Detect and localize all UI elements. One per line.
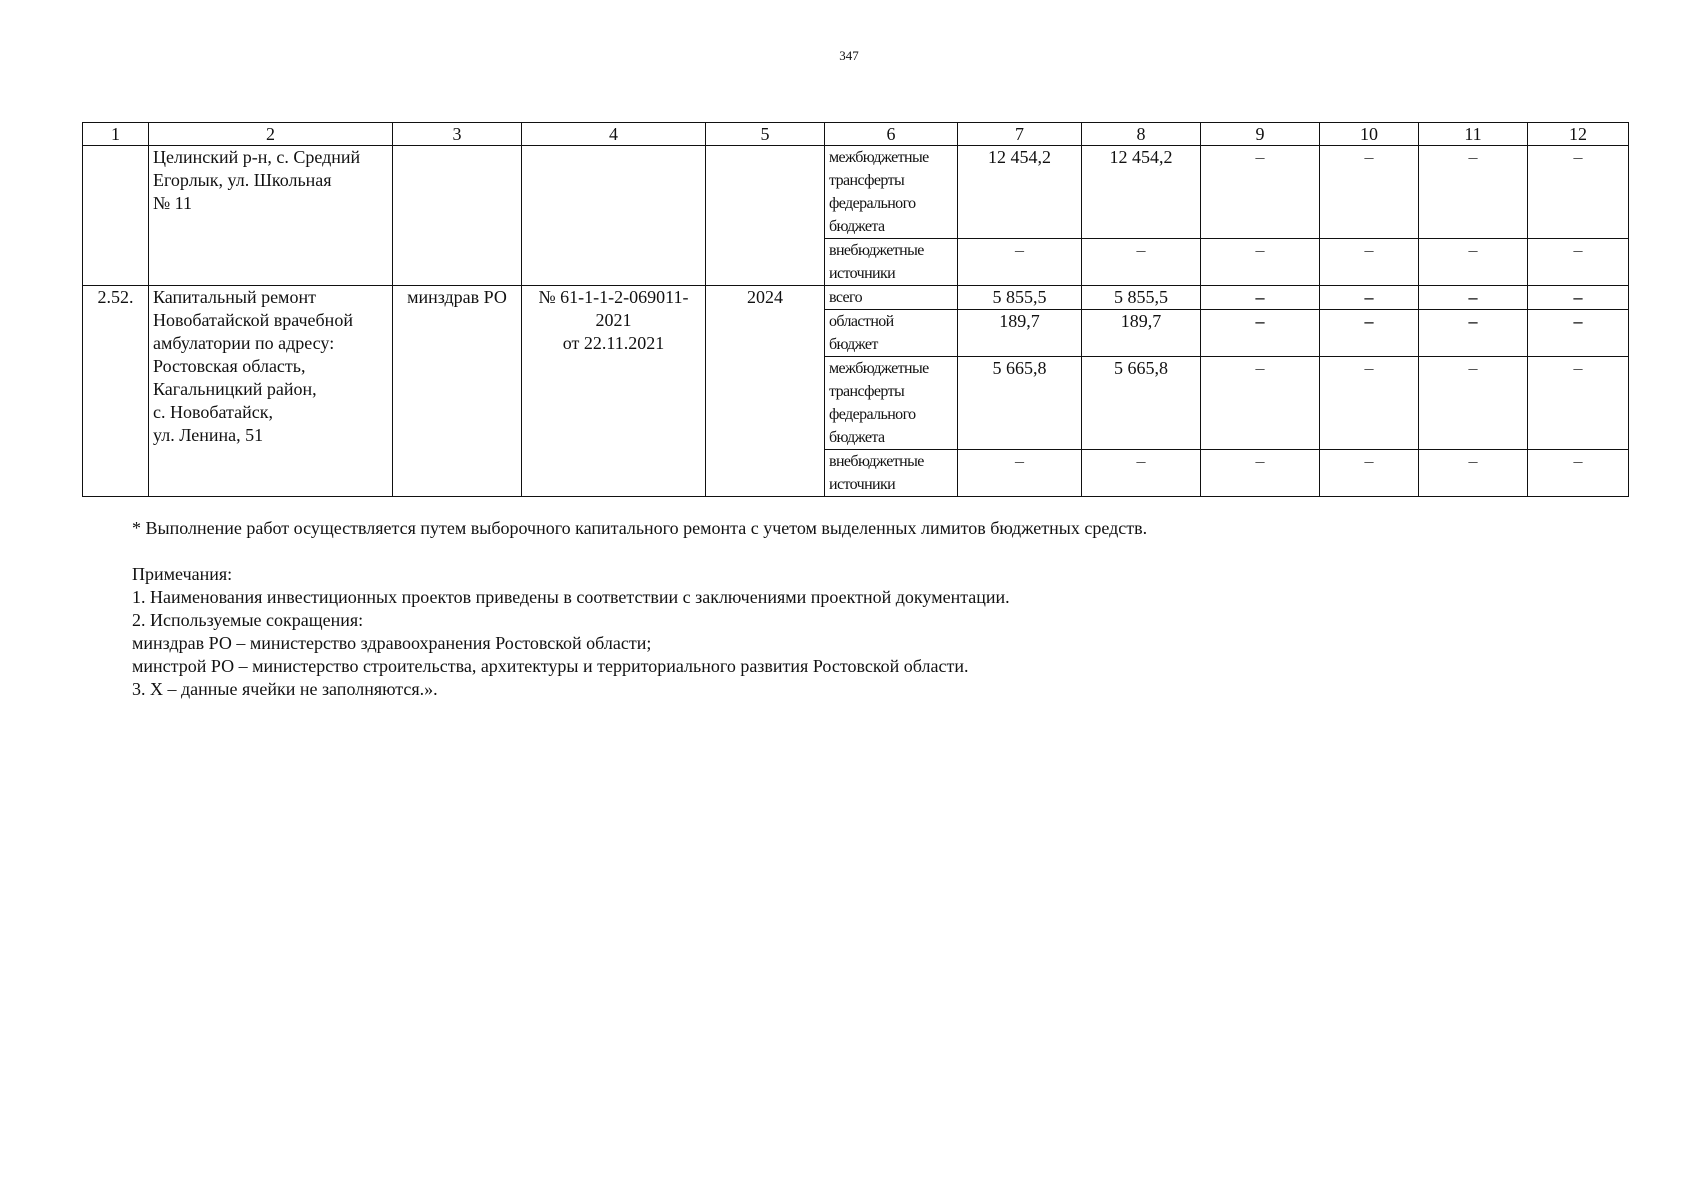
column-header: 5: [706, 123, 825, 146]
funding-source-cell: внебюджетные источники: [825, 239, 958, 286]
project-name-line: амбулатории по адресу:: [153, 333, 335, 353]
address-cell: [149, 146, 393, 286]
note-item: минздрав РО – министерство здравоохранения Ростовской области;: [132, 633, 652, 653]
dash-cell: –: [1320, 310, 1419, 357]
dash-cell: –: [1320, 146, 1419, 239]
year-cell: [706, 146, 825, 286]
column-number-row: [83, 123, 1629, 146]
dash-cell: –: [1528, 357, 1629, 450]
column-header: 4: [522, 123, 706, 146]
note-item: минстрой РО – министерство строительства, архитектуры и территориального развития Ростовской области.: [132, 656, 969, 676]
amount-cell: 189,7: [1082, 310, 1201, 357]
column-header: 8: [1082, 123, 1201, 146]
column-header: 7: [958, 123, 1082, 146]
note-item: 3. Х – данные ячейки не заполняются.».: [132, 679, 438, 699]
item-number-cell: 2.52.: [83, 286, 149, 497]
amount-cell: 5 855,5: [958, 286, 1082, 310]
column-header: 9: [1201, 123, 1320, 146]
dash-cell: –: [1082, 450, 1201, 497]
project-name-line: ул. Ленина, 51: [153, 425, 264, 445]
dash-cell: –: [1201, 239, 1320, 286]
dash-cell: –: [1201, 310, 1320, 357]
item-number-cell: [83, 146, 149, 286]
dash-cell: –: [958, 239, 1082, 286]
column-header: 11: [1419, 123, 1528, 146]
agency-cell: [393, 146, 522, 286]
address-line: № 11: [153, 193, 193, 213]
project-name-line: с. Новобатайск,: [153, 402, 273, 422]
amount-cell: 5 855,5: [1082, 286, 1201, 310]
dash-cell: –: [1201, 286, 1320, 310]
column-header: 1: [83, 123, 149, 146]
year-cell: 2024: [706, 286, 825, 497]
project-name-line: Капитальный ремонт: [153, 287, 316, 307]
dash-cell: –: [1201, 146, 1320, 239]
project-name-line: Новобатайской врачебной: [153, 310, 353, 330]
amount-cell: 12 454,2: [1082, 146, 1201, 239]
dash-cell: –: [1419, 239, 1528, 286]
note-item: 1. Наименования инвестиционных проектов приведены в соответствии с заключениями проектной документации.: [132, 587, 1010, 607]
document-cell: [522, 146, 706, 286]
dash-cell: –: [958, 450, 1082, 497]
dash-cell: –: [1320, 450, 1419, 497]
agency-cell: минздрав РО: [393, 286, 522, 497]
dash-cell: –: [1201, 357, 1320, 450]
column-header: 6: [825, 123, 958, 146]
dash-cell: –: [1528, 286, 1629, 310]
dash-cell: –: [1528, 450, 1629, 497]
dash-cell: –: [1082, 239, 1201, 286]
dash-cell: –: [1320, 239, 1419, 286]
amount-cell: 5 665,8: [1082, 357, 1201, 450]
dash-cell: –: [1320, 286, 1419, 310]
amount-cell: 189,7: [958, 310, 1082, 357]
table-row: [83, 146, 1629, 239]
address-line: Целинский р-н, с. Средний: [153, 147, 361, 167]
dash-cell: –: [1419, 310, 1528, 357]
note-item: 2. Используемые сокращения:: [132, 610, 364, 630]
table-row: [83, 286, 1629, 310]
funding-source-cell: межбюджетные трансферты федерального бюджета: [825, 146, 958, 239]
footnote: * Выполнение работ осуществляется путем выборочного капитального ремонта с учетом выделенных лимитов бюджетных средств.: [132, 518, 1148, 538]
budget-table: [82, 122, 1629, 497]
dash-cell: –: [1528, 310, 1629, 357]
dash-cell: –: [1201, 450, 1320, 497]
dash-cell: –: [1419, 357, 1528, 450]
dash-cell: –: [1419, 286, 1528, 310]
column-header: 2: [149, 123, 393, 146]
project-name-cell: [149, 286, 393, 497]
dash-cell: –: [1528, 239, 1629, 286]
address-line: Егорлык, ул. Школьная: [153, 170, 332, 190]
funding-source-cell: всего: [825, 286, 958, 310]
dash-cell: –: [1419, 146, 1528, 239]
amount-cell: 12 454,2: [958, 146, 1082, 239]
page-number: 347: [839, 48, 859, 63]
dash-cell: –: [1320, 357, 1419, 450]
dash-cell: –: [1419, 450, 1528, 497]
notes-title: Примечания:: [132, 564, 233, 584]
funding-source-cell: межбюджетные трансферты федерального бюджета: [825, 357, 958, 450]
document-cell: № 61-1-1-2-069011- 2021 от 22.11.2021: [522, 286, 706, 497]
column-header: 10: [1320, 123, 1419, 146]
amount-cell: 5 665,8: [958, 357, 1082, 450]
project-name-line: Ростовская область,: [153, 356, 306, 376]
column-header: 3: [393, 123, 522, 146]
dash-cell: –: [1528, 146, 1629, 239]
funding-source-cell: областной бюджет: [825, 310, 958, 357]
project-name-line: Кагальницкий район,: [153, 379, 317, 399]
column-header: 12: [1528, 123, 1629, 146]
funding-source-cell: внебюджетные источники: [825, 450, 958, 497]
